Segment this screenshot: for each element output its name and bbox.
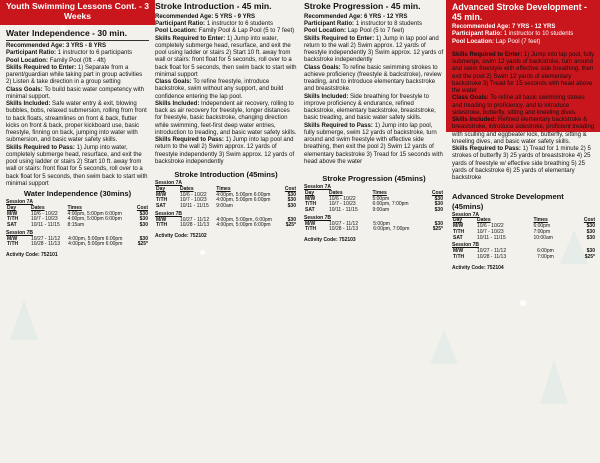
- cell-dates: 10/7 - 10/23: [477, 228, 504, 235]
- participant-ratio: Participant Ratio: 1 instructor to 6 participants: [6, 50, 133, 57]
- skills-required-pass: Skills Required to Pass: 1) Tread for 1 minute 2) 5 strokes of butterfly 3) 25 yards of breaststroke 4) 25 yards of freestyle w/ effective side breathing 5) 25 yards of backstroke 6) 25 yards of elementary backstroke: [452, 146, 591, 182]
- cell-dates: 10/11 - 11/15: [477, 234, 506, 241]
- cell-dates: 10/11 - 11/15: [31, 222, 60, 229]
- cell-dates: 10/6 - 10/22: [329, 195, 356, 202]
- cell-day: M/W: [7, 235, 18, 242]
- column-header-dates: Dates: [180, 185, 194, 192]
- cell-times: 4:00pm, 5:00pm 6:00pm: [67, 216, 122, 223]
- cell-day: M/W: [305, 220, 316, 227]
- cell-day: T/TH: [7, 241, 19, 248]
- activity-code: Activity Code: 752102: [155, 233, 207, 240]
- cell-cost: $25*: [137, 241, 148, 248]
- cell-times: 4:00pm, 5:00pm 6:00pm: [216, 191, 271, 198]
- schedule-table: [155, 181, 297, 229]
- cell-times: 6:00pm: [533, 223, 551, 230]
- column-header-day: Day: [453, 217, 463, 224]
- class-goals: Class Goals: To build basic water competency with minimal support.: [6, 86, 145, 100]
- cell-day: T/TH: [156, 197, 168, 204]
- cell-cost: $30: [287, 216, 296, 223]
- table-row: [155, 204, 297, 210]
- column-header-dates: Dates: [477, 217, 491, 224]
- column-header-dates: Dates: [329, 189, 343, 196]
- table-row: [6, 242, 149, 248]
- session-label: Session 7A: [155, 180, 182, 187]
- cell-times: 6:00pm: [537, 248, 554, 255]
- session-label: Session 7A: [304, 184, 331, 191]
- cell-cost: $30: [434, 207, 443, 214]
- cell-dates: 10/11 - 11/15: [329, 207, 358, 214]
- cell-day: SAT: [453, 234, 463, 241]
- column-header-times: Times: [216, 185, 231, 192]
- cell-times: 4:00pm, 5:00pm 6:00pm: [68, 241, 123, 248]
- cell-times: 4:00pm, 5:00pm 6:00pm: [216, 197, 271, 204]
- schedule-title: Advanced Stroke Development (45mins): [452, 192, 564, 211]
- column-header-times: Times: [372, 189, 387, 196]
- cell-dates: 10/27 - 11/12: [329, 220, 359, 227]
- session-table: [6, 206, 149, 229]
- cell-dates: 10/28 - 11/13: [477, 253, 507, 260]
- cell-dates: 10/7 - 10/23: [180, 197, 207, 204]
- cell-times: 8:15am: [67, 222, 85, 229]
- cell-dates: 10/7 - 10/23: [329, 201, 356, 208]
- cell-times: 4:00pm, 5:00pm 6:00pm: [68, 235, 123, 242]
- cell-dates: 10/27 - 11/12: [180, 216, 210, 223]
- column-stroke-introduction: [155, 2, 297, 239]
- cell-times: 7:00pm: [537, 253, 554, 260]
- cell-times: 6:00pm, 7:00pm: [373, 226, 410, 233]
- class-heading: Stroke Introduction - 45 min.: [155, 1, 272, 11]
- skills-included: Skills Included: Refined elementary backstroke & breaststroke, introduce sidestroke, proficient treading with sculling and eggbeater kick, butterfly, sitting & kneeling dives, and basic water safety skills.: [452, 117, 595, 145]
- session-label: Session 7A: [6, 199, 33, 206]
- cell-times: 4:00pm, 5:00pm 6:00pm: [216, 222, 271, 229]
- cell-day: T/TH: [7, 216, 19, 223]
- cell-cost: $30: [434, 220, 443, 227]
- class-heading: Water Independence - 30 min.: [6, 29, 149, 41]
- cell-cost: $30: [434, 195, 443, 202]
- session-label: Session 7B: [6, 229, 33, 236]
- column-header-times: Times: [533, 217, 548, 224]
- skills-included: Skills Included: Side breathing for freestyle to improve proficiency & endurance, refined backstroke, elementary backstroke, breaststroke, basic treading, and basic water safety skills.: [304, 93, 436, 122]
- participant-ratio: Participant Ratio: 1 instructor to 10 students: [452, 31, 574, 38]
- cell-day: SAT: [305, 207, 315, 214]
- column-header-cost: Cost: [583, 217, 595, 224]
- cell-times: 7:00pm: [533, 228, 551, 235]
- cell-day: SAT: [7, 222, 17, 229]
- class-goals: Class Goals: To refine all basic swimming stokes and treading to proficiency, and to introduce sidestroke, butterfly, sitting and kneeling dives.: [452, 95, 585, 116]
- recommended-age: Recommended Age: 5 YRS - 9 YRS: [155, 13, 256, 20]
- session-table: [155, 218, 297, 230]
- skills-required-enter: Skills Required to Enter: 1) Separate from a parent/guardian while taking part in group activities 2) Listen & take direction in a group setting: [6, 64, 143, 86]
- cell-dates: 10/6 - 10/22: [31, 210, 58, 217]
- cell-times: 5:00pm: [373, 220, 390, 227]
- red-panel: [452, 2, 596, 46]
- table-row: [304, 227, 444, 233]
- cell-dates: 10/28 - 11/13: [180, 222, 210, 229]
- cell-dates: 10/11 - 11/15: [180, 203, 209, 210]
- page-title: Youth Swimming Lessons Cont. - 3 Weeks: [5, 1, 150, 21]
- cell-cost: $30: [139, 235, 148, 242]
- cell-day: M/W: [453, 223, 464, 230]
- recommended-age: Recommended Age: 3 YRS - 8 YRS: [6, 43, 107, 50]
- cell-dates: 10/28 - 11/13: [31, 241, 61, 248]
- skills-required-enter: Skills Required to Enter: 1) Jump in lap pool and return to the wall 2) Swim approx. 12 yards of freestyle independently 3) Swim approx. 12 yards of backstroke independently: [304, 35, 444, 64]
- column-header-dates: Dates: [31, 204, 45, 211]
- cell-cost: $30: [287, 203, 296, 210]
- session-table: [304, 191, 444, 214]
- cell-cost: $30: [139, 210, 148, 217]
- cell-cost: $30: [139, 222, 148, 229]
- recommended-age: Recommended Age: 7 YRS - 12 YRS: [452, 24, 556, 31]
- class-heading: Stroke Progression - 45 min.: [304, 1, 421, 11]
- cell-dates: 10/7 - 10/23: [31, 216, 58, 223]
- column-header-day: Day: [7, 204, 17, 211]
- session-table: [6, 237, 149, 249]
- schedule-table: [452, 213, 596, 261]
- participant-ratio: Participant Ratio: 1 instructor to 8 students: [304, 21, 422, 28]
- session-label: Session 7B: [452, 242, 479, 249]
- cell-cost: $25*: [584, 253, 595, 260]
- skills-required-enter: Skills Required to Enter: 1) Jump into water, completely submerge head, resurface, and exit the pool using ladder or stairs 2) Start 10 ft. away from wall or stairs: front float for 5 seconds, roll over to a back float for 5 seconds, then swim back to start with minimal support: [155, 35, 297, 78]
- table-row: [452, 255, 596, 261]
- cell-cost: $30: [287, 197, 296, 204]
- session-table: [304, 222, 444, 234]
- table-row: [452, 236, 596, 242]
- table-row: [155, 223, 297, 229]
- cell-times: 5:00pm: [372, 195, 390, 202]
- session-table: [452, 249, 596, 261]
- cell-day: M/W: [453, 248, 464, 255]
- pool-location: Pool Location: Lap Pool (7 feet): [452, 38, 541, 45]
- schedule-table: [6, 200, 149, 248]
- column-header-cost: Cost: [136, 204, 148, 211]
- pool-location: Pool Location: Family Pool & Lap Pool (5 to 7 feet): [155, 28, 295, 35]
- activity-code: Activity Code: 752103: [304, 237, 356, 244]
- cell-day: M/W: [305, 195, 316, 202]
- schedule-table: [304, 185, 444, 233]
- session-table: [452, 218, 596, 241]
- cell-day: T/TH: [156, 222, 168, 229]
- page-title-banner: [0, 0, 155, 25]
- column-header-cost: Cost: [284, 185, 296, 192]
- column-header-day: Day: [305, 189, 315, 196]
- cell-cost: $25*: [432, 226, 443, 233]
- activity-code: Activity Code: 752101: [6, 252, 58, 259]
- session-label: Session 7B: [304, 214, 331, 221]
- cell-cost: $30: [586, 248, 595, 255]
- column-header-day: Day: [156, 185, 166, 192]
- cell-cost: $30: [287, 191, 296, 198]
- cell-dates: 10/28 - 11/13: [329, 226, 359, 233]
- cell-times: 9:00am: [372, 207, 390, 214]
- cell-times: 4:00pm, 5:00pm, 6:00pm: [216, 216, 272, 223]
- cell-day: T/TH: [305, 201, 317, 208]
- cell-day: M/W: [156, 216, 167, 223]
- schedule-title: Water Independence (30mins): [23, 189, 132, 199]
- cell-day: M/W: [7, 210, 18, 217]
- cell-dates: 10/6 - 10/22: [180, 191, 207, 198]
- table-row: [6, 223, 149, 229]
- session-label: Session 7A: [452, 211, 479, 218]
- cell-cost: $30: [139, 216, 148, 223]
- cell-dates: 10/6 - 10/22: [477, 223, 504, 230]
- column-header-times: Times: [67, 204, 82, 211]
- skills-included: Skills Included: Independent air recovery, rolling to back as air recovery for freestyle, longer distances for freestyle, basic backstroke, changing direction while swimming, feet-first deep water entries, introduction to treading, and basic water safety skills.: [155, 100, 297, 136]
- class-goals: Class Goals: To refine basic swimming strokes to achieve proficiency (freestyle & backstroke), review treading, and to introduce elementary backstroke and breaststroke.: [304, 64, 442, 93]
- pool-location: Pool Location: Lap Pool (5 to 7 feet): [304, 28, 405, 35]
- column-water-independence: [6, 2, 149, 258]
- cell-day: T/TH: [453, 228, 465, 235]
- session-table: [155, 187, 297, 210]
- skills-required-pass: Skills Required to Pass: 1) Jump into water, completely submerge head, resurface, and exit the pool using ladder or stairs 2) Start 10 ft. away from wall or stairs: front float for 5 seconds, roll over to a back float for 5 seconds, then swim back to start with minimal support: [6, 144, 148, 187]
- schedule-title: Stroke Introduction (45mins): [174, 170, 278, 180]
- cell-cost: $30: [586, 223, 595, 230]
- cell-times: 6:00pm, 7:00pm: [372, 201, 409, 208]
- column-advanced-stroke: [452, 2, 596, 271]
- cell-cost: $30: [434, 201, 443, 208]
- cell-cost: $30: [586, 228, 595, 235]
- cell-cost: $25*: [285, 222, 296, 229]
- table-row: [304, 208, 444, 214]
- cell-times: 10:00am: [533, 234, 553, 241]
- skills-required-pass: Skills Required to Pass: 1) Jump into lap pool and return to the wall 2) Swim approx. 12 yards of freestyle independently 3) Swim approx. 12 yards of backstroke independently: [155, 137, 295, 165]
- class-heading: Advanced Stroke Development - 45 min.: [452, 2, 587, 23]
- cell-cost: $30: [586, 234, 595, 241]
- skills-included: Skills Included: Safe water entry & exit, blowing bubbles, bobs, relaxed submersion, rolling from front to back floats, streamlines on front & back, flutter kicks on front & back, proper kickboard use, basic freestyle, finning on back, jumping into water with submersion, and basic water safety skills.: [6, 101, 147, 144]
- recommended-age: Recommended Age: 6 YRS - 12 YRS: [304, 13, 408, 20]
- schedule-title: Stroke Progression (45mins): [322, 174, 426, 184]
- skills-required-pass: Skills Required to Pass: 1) Jump into lap pool, fully submerge, swim 12 yards of backstroke, turn around and swim freestyle with effective side breathing, then exit the pool 2) Swim 12 yards of elementary backstroke 3) Tread for 15 seconds with head above the water: [304, 122, 443, 165]
- cell-dates: 10/27 - 11/12: [31, 235, 61, 242]
- cell-day: T/TH: [305, 226, 317, 233]
- activity-code: Activity Code: 752104: [452, 264, 504, 271]
- cell-times: 9:00am: [216, 203, 233, 210]
- cell-day: M/W: [156, 191, 167, 198]
- skills-required-enter: Skills Required to Enter: 1) Jump into lap pool, fully submerge, swim 12 yards of backstroke, turn around and swim freestyle with effective side breathing, then exit the pool 2) Swim 12 yards of elementary backstroke 3) Tread for 15 seconds with head above the water: [452, 51, 595, 95]
- cell-dates: 10/27 - 11/12: [477, 248, 507, 255]
- column-stroke-progression: [304, 2, 444, 243]
- cell-day: SAT: [156, 203, 166, 210]
- cell-times: 4:00pm, 5:00pm 6:00pm: [67, 210, 122, 217]
- pool-location: Pool Location: Family Pool (0ft - 4ft): [6, 57, 106, 64]
- cell-day: T/TH: [453, 253, 465, 260]
- column-header-cost: Cost: [431, 189, 443, 196]
- class-goals: Class Goals: To refine freestyle, introduce backstroke, swim without any support, and build confidence entering the lap pool.: [155, 79, 284, 100]
- session-label: Session 7B: [155, 210, 182, 217]
- participant-ratio: Participant Ratio: 1 instructor to 6 students: [155, 21, 273, 28]
